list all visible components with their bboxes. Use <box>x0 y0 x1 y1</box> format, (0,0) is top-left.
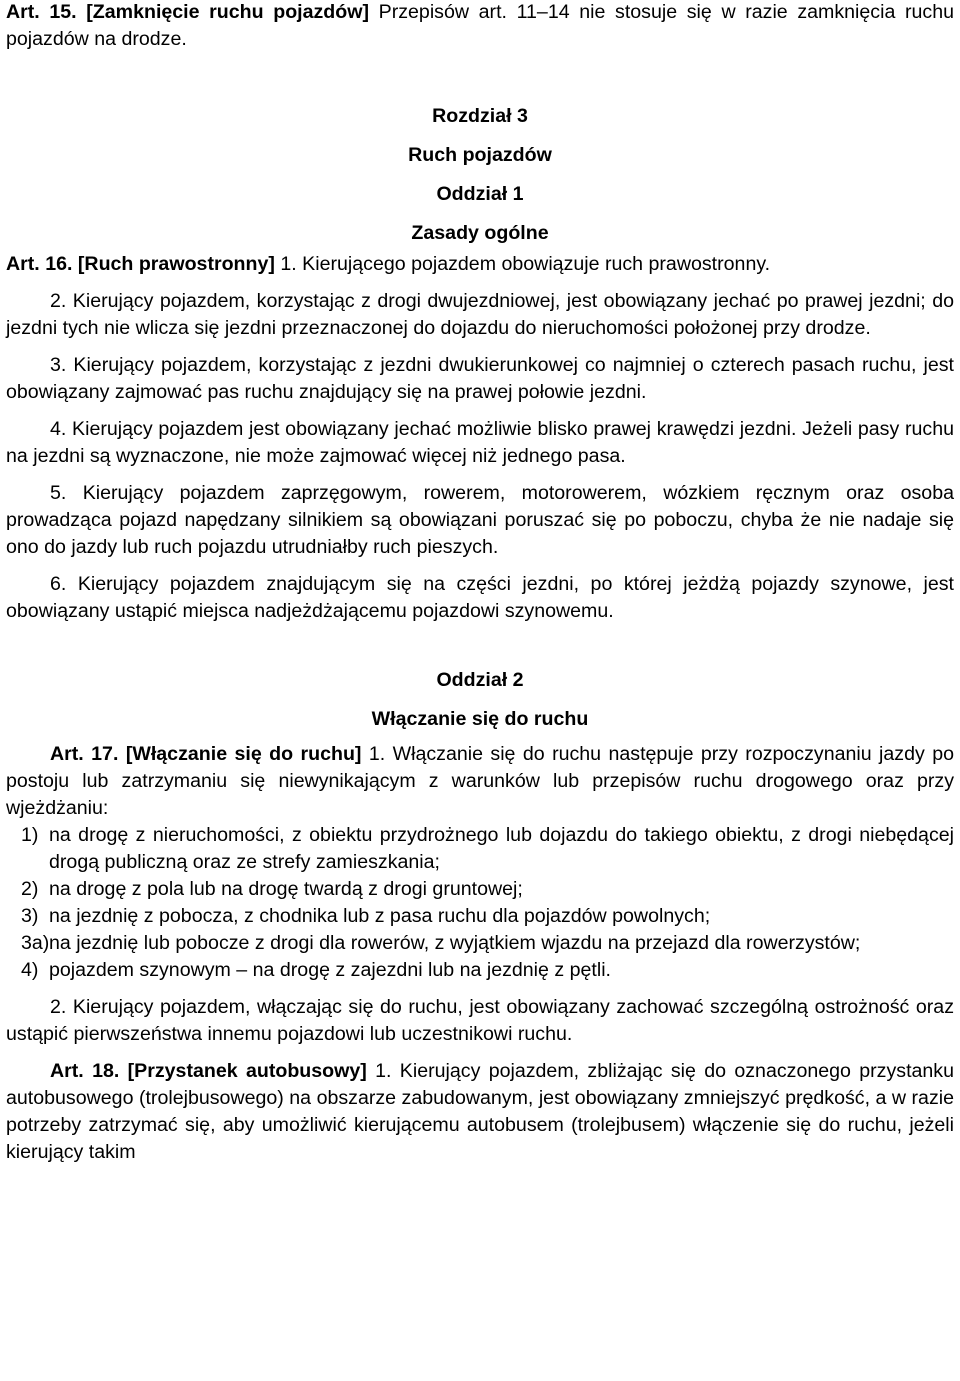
art17-paragraph-2: 2. Kierujący pojazdem, włączając się do ruchu, jest obowiązany zachować szczególną ostrożność oraz ustąpić pierwszeństwa innemu pojazdowi lub uczestnikowi ruchu. <box>6 996 954 1045</box>
art16-paragraph-3: 3. Kierujący pojazdem, korzystając z jezdni dwukierunkowej co najmniej o czterech pasach ruchu, jest obowiązany zajmować pas ruchu znajdujący się na prawej połowie jezdni. <box>6 354 954 403</box>
art16-paragraph-5: 5. Kierujący pojazdem zaprzęgowym, rowerem, motorowerem, wózkiem ręcznym oraz osoba prowadząca pojazd napędzany silnikiem są obowiązani poruszać się po poboczu, chyba że nie nadaje się ono do jazdy lub ruch pojazdu utrudniałby ruch pieszych. <box>6 482 954 558</box>
section-title: Zasady ogólne <box>411 222 549 244</box>
list-item <box>6 876 954 903</box>
art15-text: Przepisów art. 11–14 nie stosuje się w razie zamknięcia ruchu pojazdów na drodze. <box>6 1 954 50</box>
list-item <box>6 957 954 984</box>
list-item-text: na jezdnię z pobocza, z chodnika lub z pasa ruchu dla pojazdów powolnych; <box>49 905 711 927</box>
list-item-text: na jezdnię lub pobocze z drogi dla rowerów, z wyjątkiem wjazdu na przejazd dla rowerzystów; <box>49 932 861 954</box>
art18-p1-text: 1. Kierujący pojazdem, zbliżając się do oznaczonego przystanku autobusowego (trolejbusowego) na obszarze zabudowanym, jest obowiązany zmniejszyć prędkość, a w razie potrzeby zatrzymać się, aby umożliwić kierującemu autobusem (trolejbusem) włączenie się do ruchu, jeżeli kierujący takim <box>6 1060 955 1163</box>
art15-label: Art. 15. <box>6 1 77 23</box>
art16-paragraph-1 <box>6 251 954 278</box>
list-item-text: pojazdem szynowym – na drogę z zajezdni lub na jezdnię z pętli. <box>49 959 611 981</box>
art17-p1-text: 1. Włączanie się do ruchu następuje przy rozpoczynaniu jazdy po postoju lub zatrzymaniu się niewynikającym z warunków lub przepisów ruchu drogowego oraz przy wjeżdżaniu: <box>6 743 954 819</box>
art16-paragraph-6: 6. Kierujący pojazdem znajdującym się na części jezdni, po której jeżdżą pojazdy szynowe, jest obowiązany ustąpić miejsca nadjeżdżającemu pojazdowi szynowemu. <box>6 573 954 622</box>
list-item <box>6 822 954 876</box>
list-item-number: 1) <box>21 824 39 846</box>
art17-label: Art. 17. <box>50 743 119 765</box>
list-item <box>6 930 954 957</box>
art18-paragraph-1 <box>6 1058 954 1166</box>
section-heading: Oddział 1 <box>436 183 524 205</box>
list-item-number: 2) <box>21 878 39 900</box>
art16-paragraph-4: 4. Kierujący pojazdem jest obowiązany jechać możliwie blisko prawej krawędzi jezdni. Jeżeli pasy ruchu na jezdni są wyznaczone, nie może zajmować więcej niż jednego pasa. <box>6 418 954 467</box>
art16-label: Art. 16. <box>6 253 73 275</box>
document-page <box>6 0 954 1166</box>
section2-heading: Oddział 2 <box>436 669 524 691</box>
chapter-heading: Rozdział 3 <box>432 105 528 127</box>
art17-title: [Włączanie się do ruchu] <box>125 743 362 765</box>
art17-paragraph-1 <box>6 741 954 822</box>
art15-title: [Zamknięcie ruchu pojazdów] <box>86 1 369 23</box>
art16-p1-text: 1. Kierującego pojazdem obowiązuje ruch prawostronny. <box>274 253 771 275</box>
list-item-text: na drogę z nieruchomości, z obiektu przydrożnego lub dojazdu do takiego obiektu, z drogi niebędącej drogą publiczną oraz ze strefy zamieszkania; <box>49 824 954 873</box>
list-item-text: na drogę z pola lub na drogę twardą z drogi gruntowej; <box>49 878 523 900</box>
art16-title: [Ruch prawostronny] <box>77 253 275 275</box>
art18-label: Art. 18. <box>50 1060 120 1082</box>
chapter-title: Ruch pojazdów <box>408 144 552 166</box>
list-item <box>6 903 954 930</box>
list-item-number: 3a) <box>21 932 50 954</box>
art16-paragraph-2: 2. Kierujący pojazdem, korzystając z drogi dwujezdniowej, jest obowiązany jechać po prawej jezdni; do jezdni tych nie wlicza się jezdni przeznaczonej do dojazdu do nieruchomości położonej przy drodze. <box>6 290 954 339</box>
section2-title: Włączanie się do ruchu <box>371 708 589 730</box>
art18-title: [Przystanek autobusowy] <box>127 1060 367 1082</box>
list-item-number: 4) <box>21 959 39 981</box>
list-item-number: 3) <box>21 905 39 927</box>
art15-paragraph <box>6 0 954 53</box>
